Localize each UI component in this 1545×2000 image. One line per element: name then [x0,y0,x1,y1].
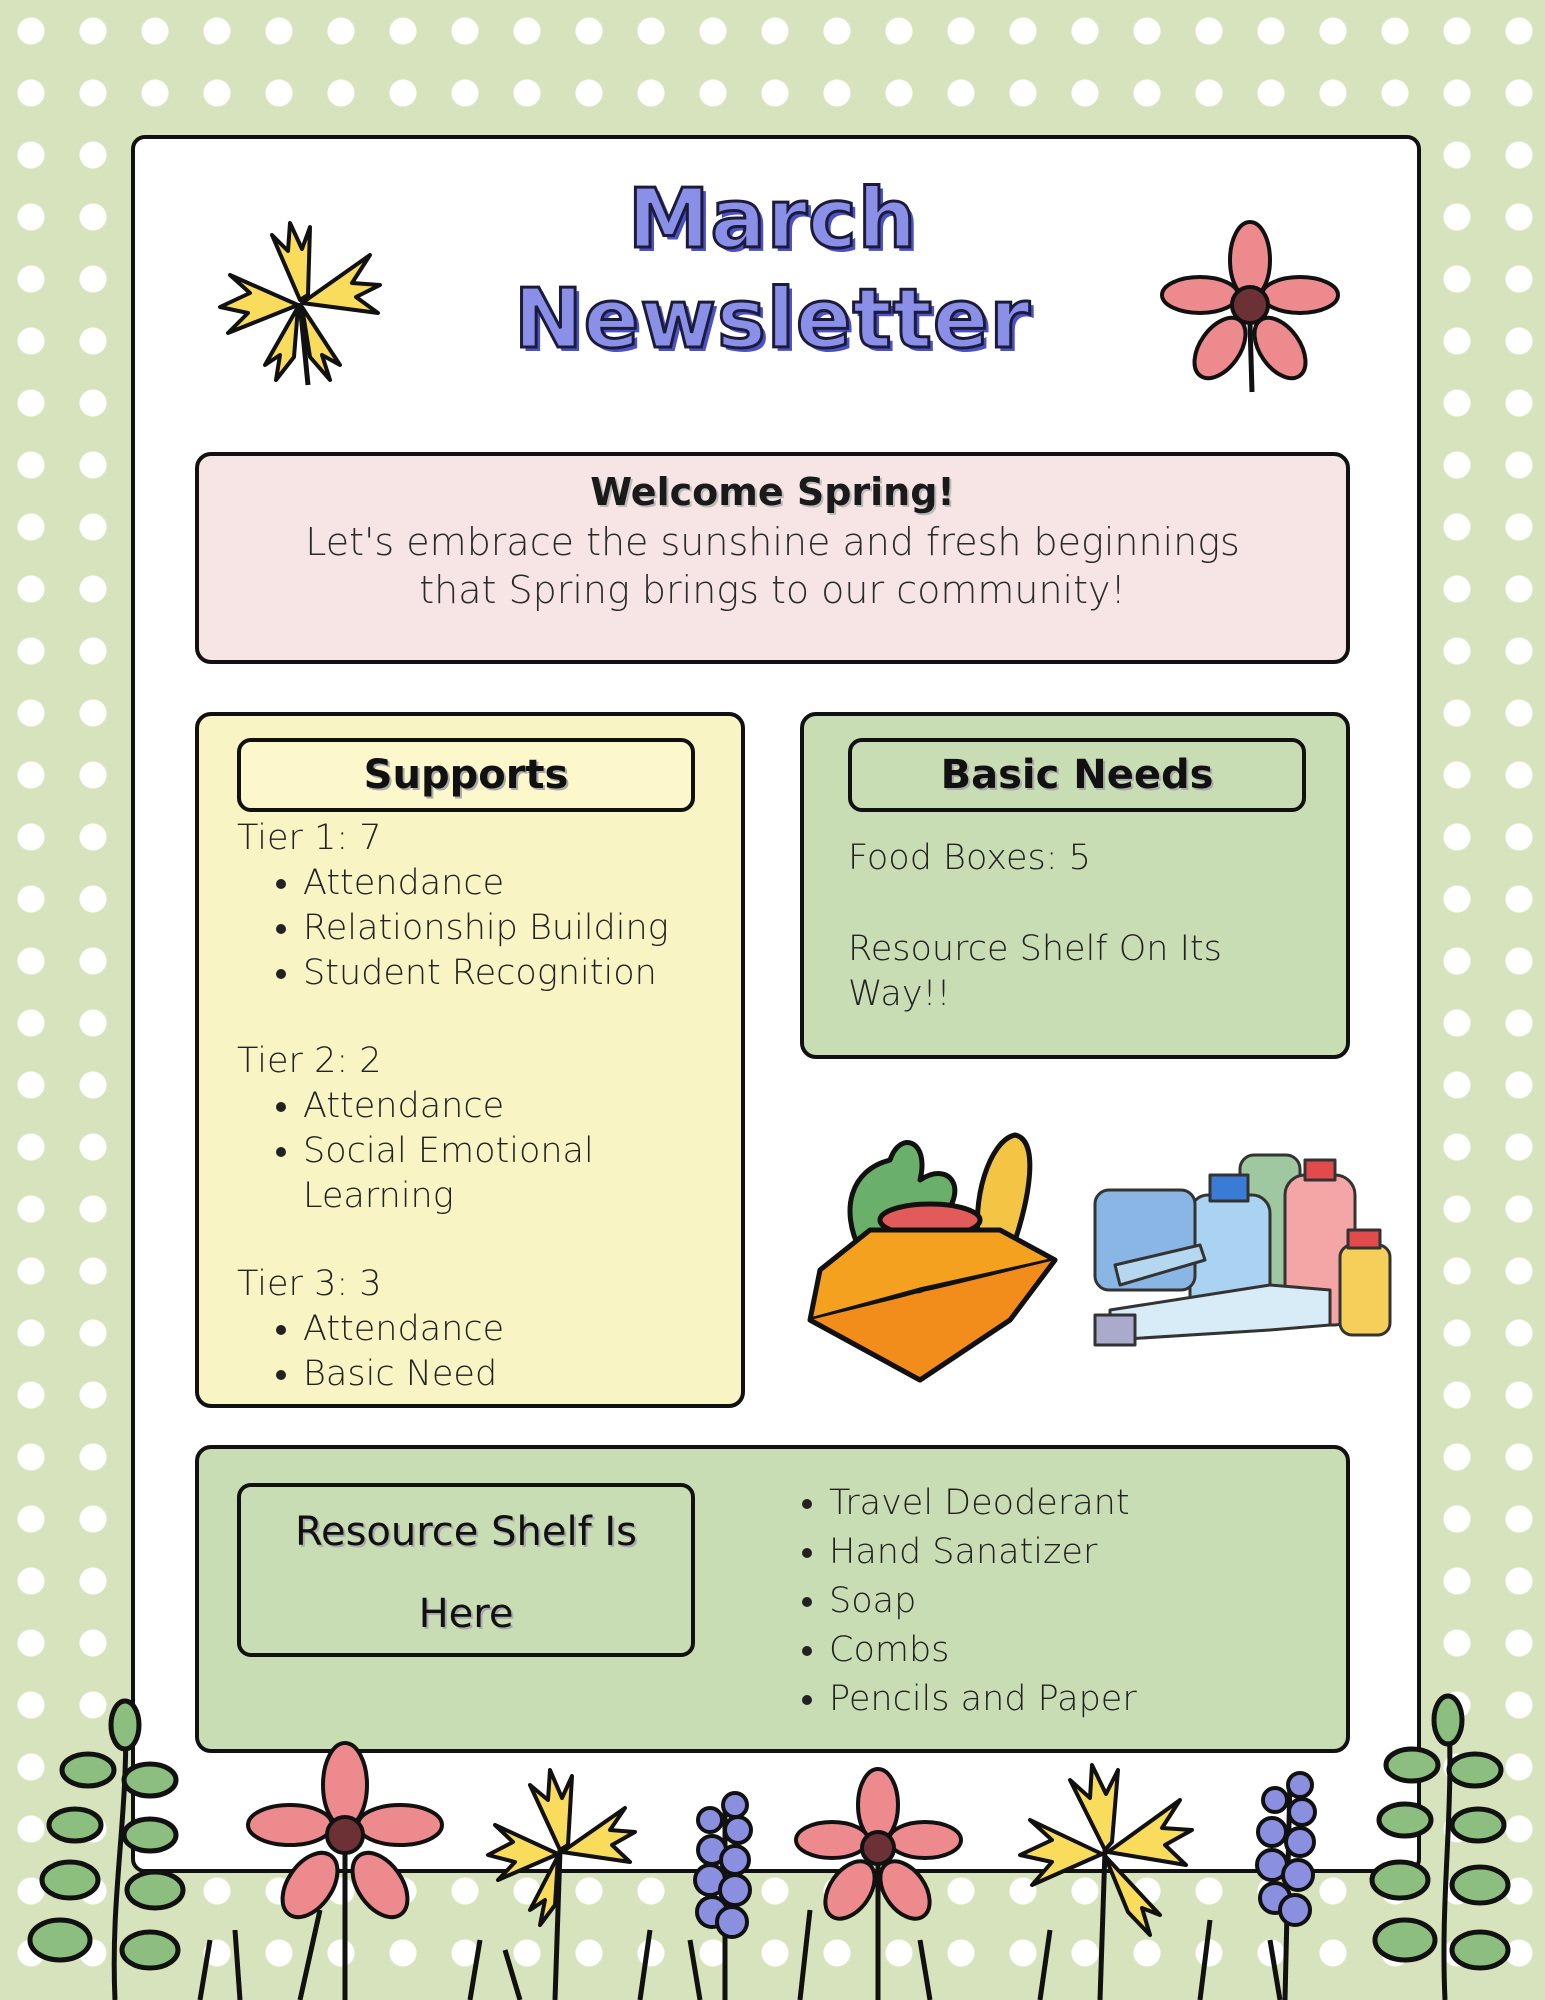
list-item: • Social Emotional [303,1129,594,1174]
list-item: • Student Recognition [303,951,669,996]
resource-shelf-heading-1: Resource Shelf Is [294,1509,638,1555]
supports-heading: Supports [237,738,695,812]
list-item: Learning [303,1176,454,1216]
list-item: • Pencils and Paper [829,1675,1137,1724]
garden-decoration [0,1690,1545,2000]
tier-1-label: Tier 1: 7 [237,818,382,858]
welcome-box [195,452,1350,664]
tier-3 [237,1262,504,1397]
yellow-flower-icon [210,215,390,390]
list-item: • Basic Need [303,1352,504,1397]
basic-needs-text [848,836,1318,1017]
tier-2-label: Tier 2: 2 [237,1041,382,1081]
welcome-heading: Welcome Spring! [590,470,955,514]
tier-3-label: Tier 3: 3 [237,1264,382,1304]
list-item: • Travel Deoderant [829,1479,1137,1528]
list-item: • Hand Sanatizer [829,1528,1137,1577]
list-item: • Relationship Building [303,906,669,951]
resource-shelf-heading [237,1483,695,1657]
resource-shelf-note-2: Way!! [848,974,951,1014]
food-boxes-count: Food Boxes: 5 [848,838,1091,878]
tier-1 [237,816,669,996]
resource-shelf-note-1: Resource Shelf On Its [848,929,1222,969]
list-item: • Attendance [303,1307,504,1352]
resource-shelf-list [789,1479,1137,1724]
list-item: • Combs [829,1626,1137,1675]
welcome-line-2: that Spring brings to our community! [419,568,1126,612]
food-box-icon [800,1120,1075,1390]
tier-2 [237,1039,594,1219]
supports-box [195,712,745,1408]
page-title [500,170,1045,370]
resource-shelf-heading-2: Here [418,1591,514,1637]
list-item: • Attendance [303,861,669,906]
basic-needs-box [800,712,1350,1059]
pink-flower-icon [1160,220,1340,395]
title-line-2: Newsletter [514,272,1031,367]
basic-needs-heading: Basic Needs [848,738,1306,812]
welcome-line-1: Let's embrace the sunshine and fresh beginnings [305,520,1240,564]
list-item: • Attendance [303,1084,594,1129]
title-line-1: March [627,172,918,267]
list-item: • Soap [829,1577,1137,1626]
toiletries-icon [1090,1145,1395,1360]
